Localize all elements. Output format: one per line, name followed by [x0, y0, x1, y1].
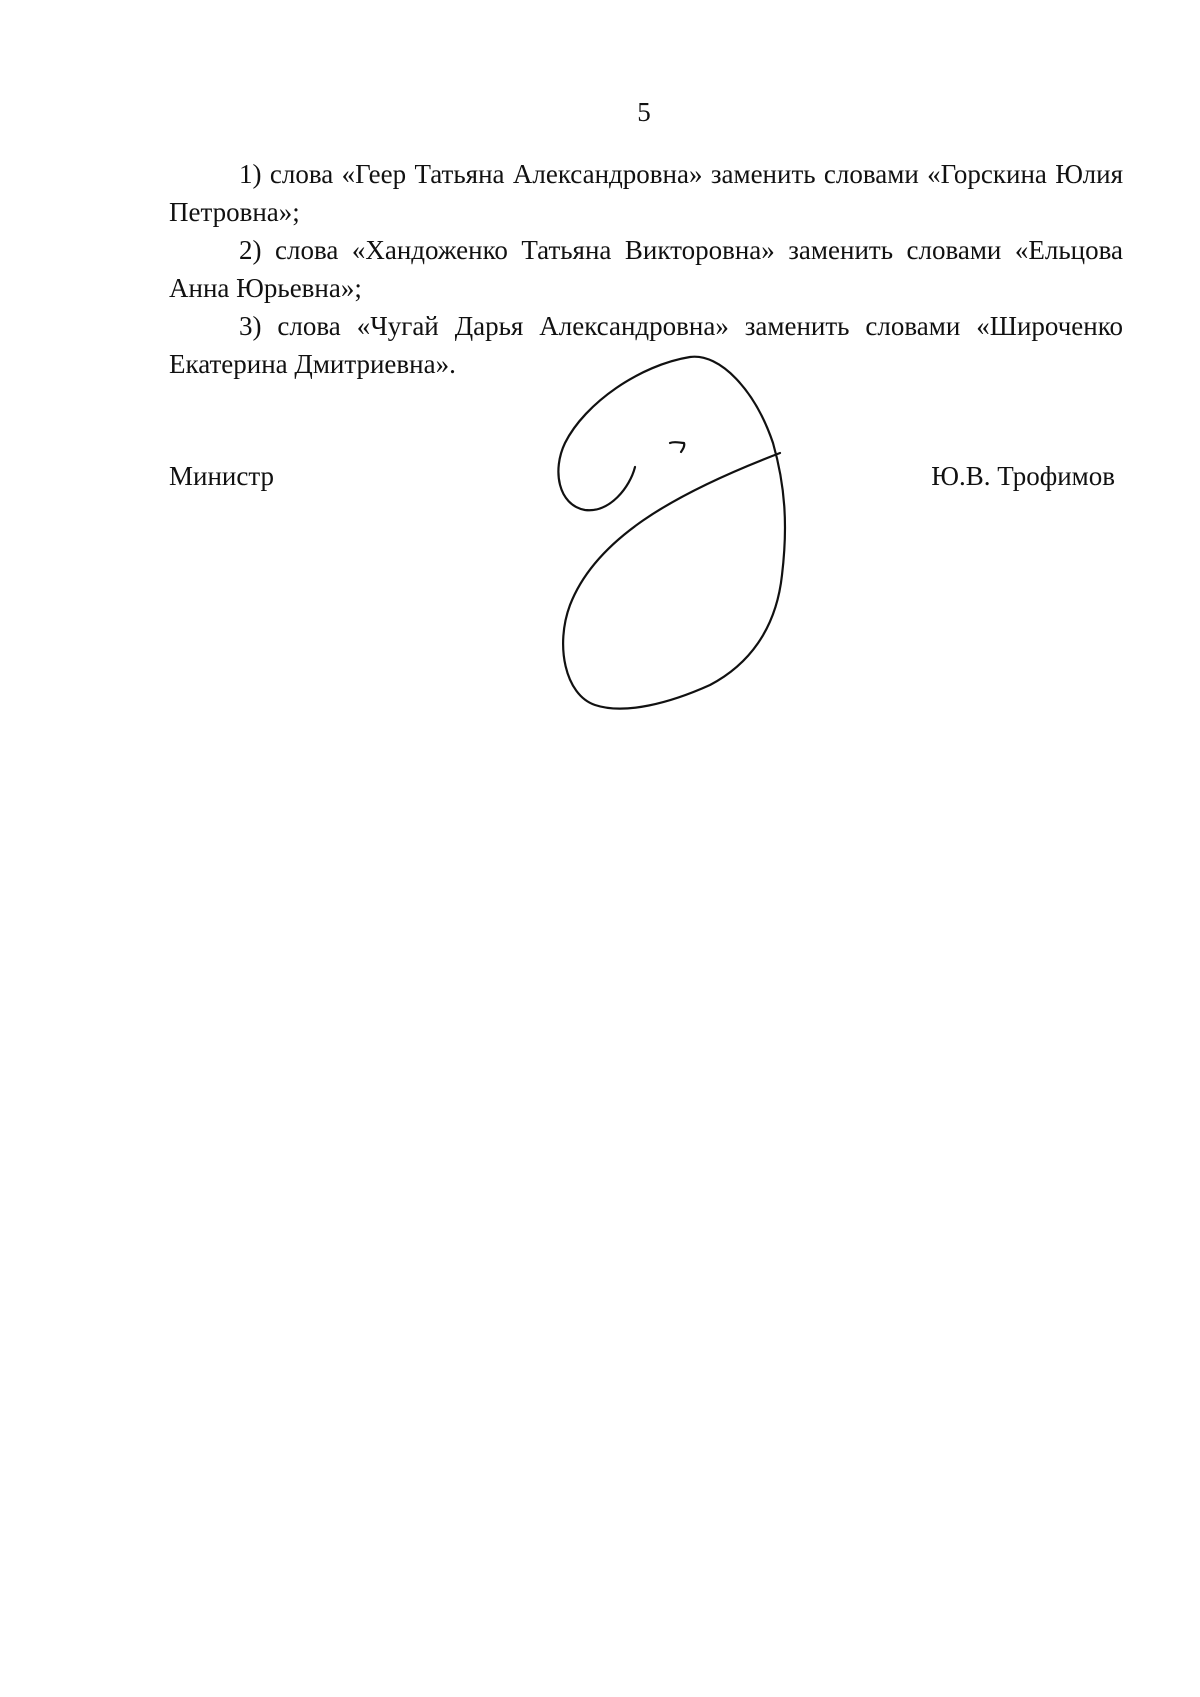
- signature-stroke-main: [558, 357, 785, 709]
- paragraph-item-1: 1) слова «Геер Татьяна Александровна» заменить словами «Горскина Юлия Петровна»;: [169, 159, 1123, 227]
- signature-stroke-mark: [670, 442, 684, 452]
- paragraph-item-3: 3) слова «Чугай Дарья Александровна» заменить словами «Широченко Екатерина Дмитриевна».: [169, 311, 1123, 379]
- signer-title: Министр: [169, 461, 274, 491]
- signer-name: Ю.В. Трофимов: [931, 461, 1115, 491]
- paragraph-item-2: 2) слова «Хандоженко Татьяна Викторовна» заменить словами «Ельцова Анна Юрьевна»;: [169, 235, 1123, 303]
- page-number: 5: [637, 97, 651, 127]
- handwritten-signature: [540, 345, 800, 765]
